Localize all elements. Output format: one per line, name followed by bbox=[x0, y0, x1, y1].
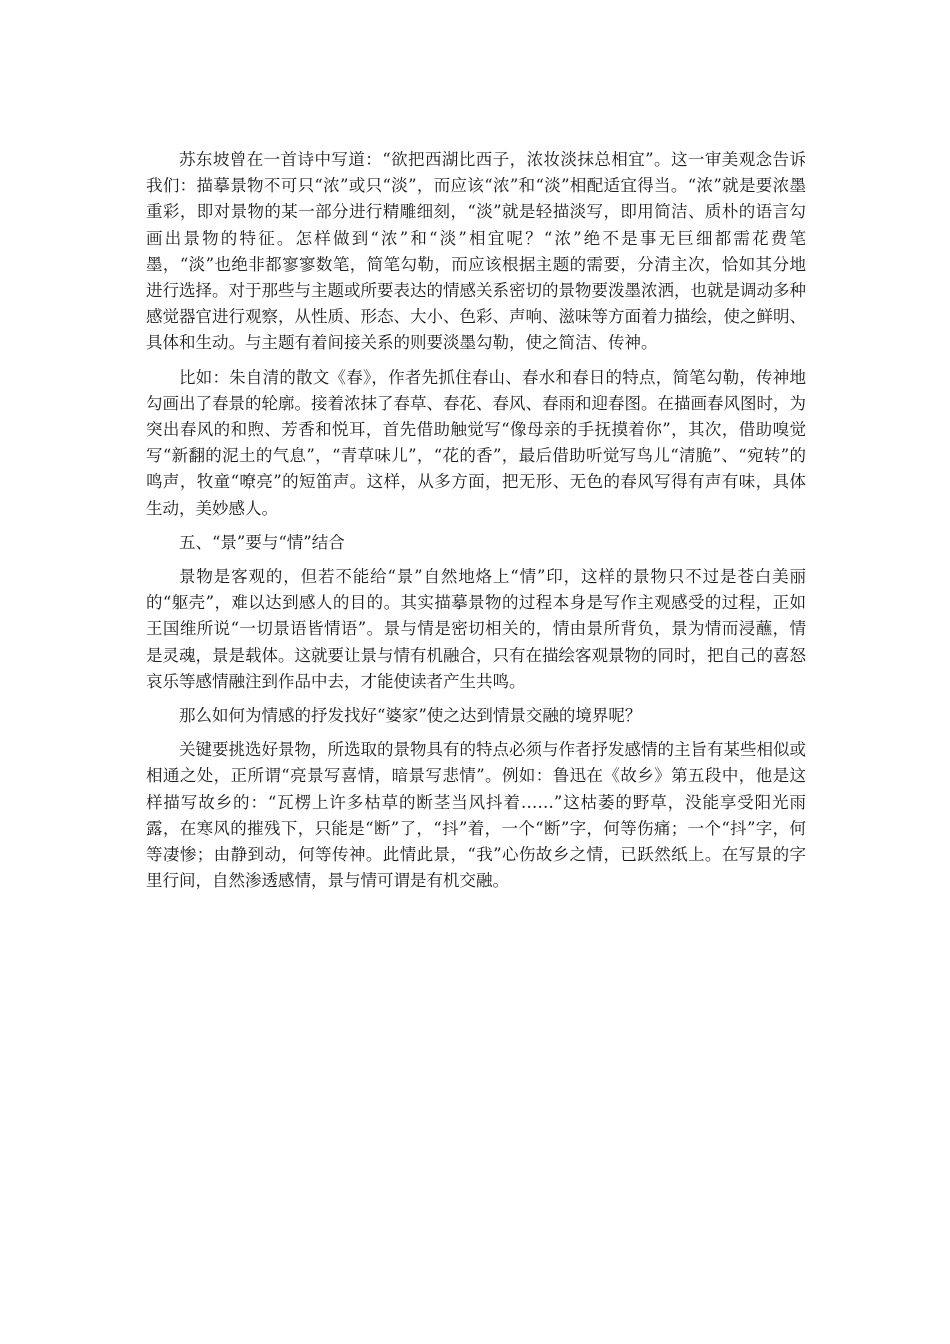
paragraph-nong-dan: 苏东坡曾在一首诗中写道：“欲把西湖比西子，浓妆淡抹总相宜”。这一审美观念告诉我们：描摹景物不可只“浓”或只“淡”，而应该“浓”和“淡”相配适宜得当。“浓”就是要浓墨重彩，即对景物的某一部分进行精雕细刻，“淡”就是轻描淡写，即用简洁、质朴的语言勾画出景物的特征。怎样做到“浓”和“淡”相宜呢？“浓”绝不是事无巨细都需花费笔墨，“淡”也绝非都寥寥数笔，简笔勾勒，而应该根据主题的需要，分清主次，恰如其分地进行选择。对于那些与主题或所要表达的情感关系密切的景物要泼墨浓洒，也就是调动多种感觉器官进行观察，从性质、形态、大小、色彩、声响、滋味等方面着力描绘，使之鲜明、具体和生动。与主题有着间接关系的则要淡墨勾勒，使之简洁、传神。 bbox=[146, 150, 806, 353]
paragraph-example-guxiang: 关键要挑选好景物，所选取的景物具有的特点必须与作者抒发感情的主旨有某些相似或相通之处，正所谓“亮景写喜情，暗景写悲情”。例如：鲁迅在《故乡》第五段中，他是这样描写故乡的：“瓦楞上许多枯草的断茎当风抖着……”这枯萎的野草，没能享受阳光雨露，在寒风的摧残下，只能是“断”了，“抖”着，一个“断”字，何等伤痛；一个“抖”字，何等凄惨；由静到动，何等传神。此情此景，“我”心伤故乡之情，已跃然纸上。在写景的字里行间，自然渗透感情，景与情可谓是有机交融。 bbox=[146, 740, 806, 891]
paragraph-jing-wu-ke-guan: 景物是客观的，但若不能给“景”自然地烙上“情”印，这样的景物只不过是苍白美丽的“躯壳”，难以达到感人的目的。其实描摹景物的过程本身是写作主观感受的过程，正如王国维所说“一切景语皆情语”。景与情是密切相关的，情由景所背负，景为情而浸蘸，情是灵魂，景是载体。这就要让景与情有机融合，只有在描绘客观景物的同时，把自己的喜怒哀乐等感情融注到作品中去，才能使读者产生共鸣。 bbox=[146, 567, 806, 691]
section-heading-jing-qing: 五、“景”要与“情”结合 bbox=[179, 532, 345, 552]
document-body bbox=[146, 147, 806, 902]
paragraph-example-chun: 比如：朱自清的散文《春》，作者先抓住春山、春水和春日的特点，简笔勾勒，传神地勾画出了春景的轮廓。接着浓抹了春草、春花、春风、春雨和迎春图。在描画春风图时，为突出春风的和煦、芳香和悦耳，首先借助触觉写“像母亲的手抚摸着你”，其次，借助嗅觉写“新翻的泥土的气息”，“青草味儿”，“花的香”，最后借助听觉写鸟儿“清脆”、“宛转”的鸣声，牧童“嘹亮”的短笛声。这样，从多方面，把无形、无色的春风写得有声有味，具体生动，美妙感人。 bbox=[146, 367, 806, 518]
paragraph-question: 那么如何为情感的抒发找好“婆家”使之达到情景交融的境界呢？ bbox=[179, 706, 642, 726]
